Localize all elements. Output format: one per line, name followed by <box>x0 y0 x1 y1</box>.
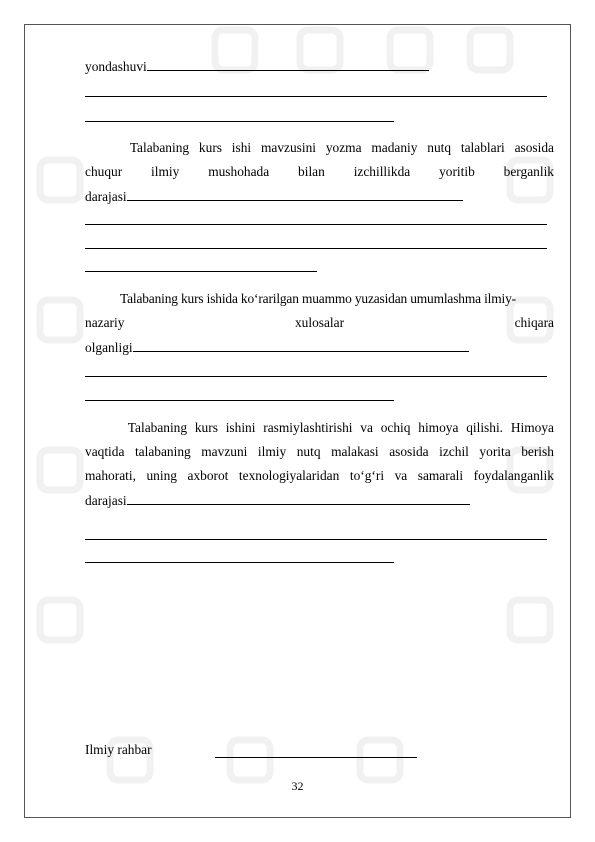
fill-in-blank[interactable] <box>133 339 469 352</box>
fill-in-blank[interactable] <box>127 188 463 201</box>
blank-line[interactable] <box>85 562 394 563</box>
text-line: darajasi <box>85 492 470 509</box>
paragraph-line-3: mahorati, uning axborot texnologiyalaridan to‘g‘ri va samarali foydalanganlik <box>85 468 554 483</box>
blank-line[interactable] <box>85 271 317 272</box>
paragraph-line-2: chuqur ilmiy mushohada bilan izchillikda yoritib berganlik <box>85 164 554 179</box>
blank-line[interactable] <box>85 121 394 122</box>
blank-line[interactable] <box>85 376 547 377</box>
fill-in-blank[interactable] <box>127 492 470 505</box>
page-number: 32 <box>291 779 304 793</box>
fill-in-blank[interactable] <box>147 58 429 71</box>
paragraph-line-1: Talabaning kurs ishini rasmiylashtirishi va ochiq himoya qilishi. Himoya <box>127 420 554 435</box>
text-line: darajasi <box>85 188 463 205</box>
paragraph-line-1: Talabaning kurs ishida ko‘rarilgan muammo yuzasidan umumlashma ilmiy- <box>120 291 516 306</box>
text-line: olganligi <box>85 339 469 356</box>
paragraph-line-2: nazariy xulosalar chiqara <box>85 315 554 330</box>
blank-line[interactable] <box>85 248 547 249</box>
signature-line[interactable] <box>215 757 417 758</box>
paragraph-line-1: Talabaning kurs ishi mavzusini yozma madaniy nutq talablari asosida <box>129 140 554 155</box>
blank-line[interactable] <box>85 224 547 225</box>
paragraph-line-2: vaqtida talabaning mavzuni ilmiy nutq malakasi asosida izchil yorita berish <box>85 444 554 459</box>
text-line: yondashuvi <box>85 58 429 75</box>
supervisor-label: Ilmiy rahbar <box>85 742 152 757</box>
blank-line[interactable] <box>85 400 394 401</box>
blank-line[interactable] <box>85 539 547 540</box>
blank-line[interactable] <box>85 96 547 97</box>
